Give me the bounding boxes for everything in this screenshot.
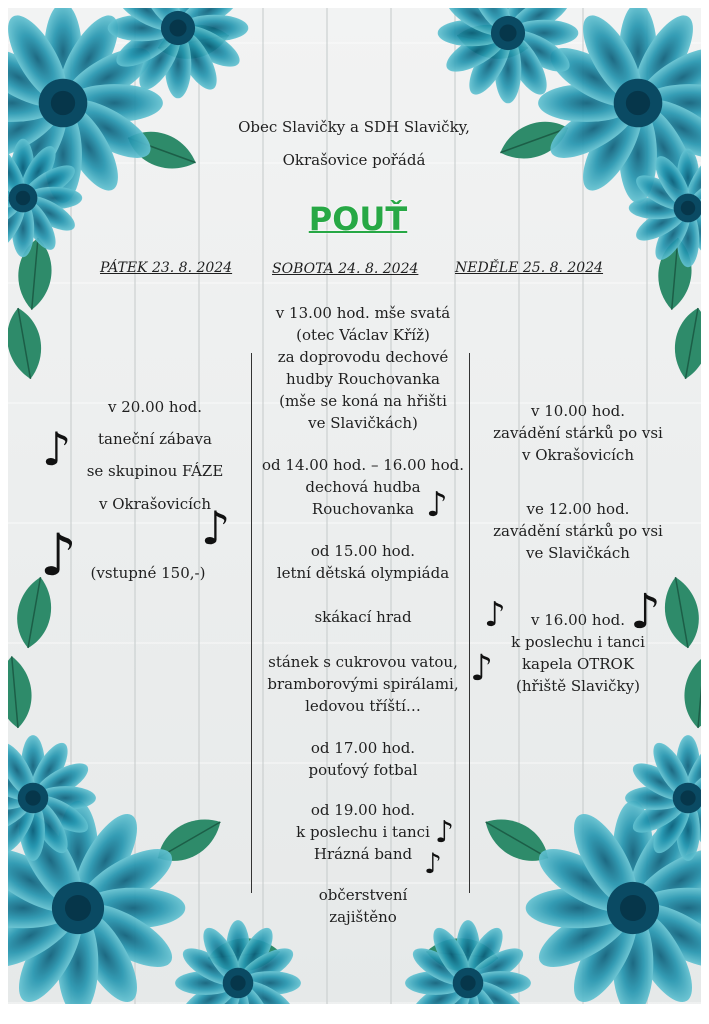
- saturday-line: skákací hrad: [314, 608, 412, 626]
- sunday-line: v 10.00 hod.: [530, 402, 625, 420]
- saturday-line: pouťový fotbal: [308, 761, 418, 779]
- eighth-note-icon: ♪: [470, 648, 493, 689]
- saturday-line: od 17.00 hod.: [310, 739, 416, 757]
- saturday-line: od 19.00 hod.: [310, 801, 416, 819]
- sunday-line: zavádění stárků po vsi: [493, 522, 663, 540]
- column-divider-right: [469, 353, 470, 893]
- sunday-line: k poslechu i tanci: [511, 633, 645, 651]
- friday-line: v Okrašovicích: [98, 495, 211, 513]
- organizer-line-2: Okrašovice pořádá: [282, 151, 426, 169]
- saturday-line: (mše se koná na hřišti: [279, 392, 447, 410]
- flower-icon: [8, 8, 248, 382]
- saturday-line: k poslechu i tanci: [296, 823, 430, 841]
- sunday-line: ve Slavičkách: [526, 544, 630, 562]
- friday-line: v 20.00 hod.: [107, 398, 202, 416]
- friday-line: (vstupné 150,-): [90, 564, 206, 582]
- saturday-line: Rouchovanka: [311, 500, 415, 518]
- saturday-line: (otec Václav Kříž): [296, 326, 430, 344]
- sunday-line: kapela OTROK: [521, 655, 635, 673]
- saturday-line: letní dětská olympiáda: [276, 564, 450, 582]
- sunday-line: (hřiště Slavičky): [516, 677, 640, 695]
- saturday-line: od 14.00 hod. – 16.00 hod.: [262, 456, 464, 474]
- saturday-line: stánek s cukrovou vatou,: [268, 653, 458, 671]
- saturday-line: ledovou tříští…: [305, 697, 421, 715]
- friday-line: se skupinou FÁZE: [86, 462, 224, 480]
- flower-icon: [8, 574, 301, 1004]
- eighth-note-icon: ♪: [630, 584, 661, 640]
- organizer-line: Obec Slavičky a SDH Slavičky,: [238, 118, 470, 136]
- saturday-line: hudby Rouchovanka: [286, 370, 440, 388]
- sunday-line: zavádění stárků po vsi: [493, 424, 663, 442]
- page-title: POUŤ: [308, 200, 408, 238]
- eighth-note-icon: ♪: [424, 847, 442, 880]
- heading-sunday: NEDĚLE 25. 8. 2024: [455, 260, 604, 276]
- eighth-note-icon: ♪: [484, 595, 506, 635]
- saturday-line: v 13.00 hod. mše svatá: [275, 304, 451, 322]
- heading-friday: PÁTEK 23. 8. 2024: [100, 260, 233, 276]
- sunday-line: v 16.00 hod.: [530, 611, 625, 629]
- sunday-line: ve 12.00 hod.: [526, 500, 630, 518]
- flower-icon: [438, 8, 701, 382]
- eighth-note-icon: ♪: [435, 815, 455, 850]
- eighth-note-icon: ♪: [42, 422, 72, 476]
- saturday-line: dechová hudba: [305, 478, 421, 496]
- column-divider-left: [251, 353, 252, 893]
- eighth-note-icon: ♪: [426, 485, 448, 525]
- saturday-line: od 15.00 hod.: [310, 542, 416, 560]
- saturday-line: zajištěno: [329, 908, 397, 926]
- saturday-line: Hrázná band: [313, 845, 413, 863]
- eighth-note-icon: ♪: [201, 501, 231, 555]
- eighth-note-icon: ♪: [40, 521, 78, 589]
- friday-line: taneční zábava: [98, 430, 212, 448]
- sunday-line: v Okrašovicích: [521, 446, 634, 464]
- saturday-line: ve Slavičkách): [308, 414, 418, 432]
- saturday-line: bramborovými spirálami,: [267, 675, 459, 693]
- saturday-line: za doprovodu dechové: [277, 348, 449, 366]
- heading-saturday: SOBOTA 24. 8. 2024: [272, 261, 419, 277]
- saturday-line: občerstvení: [318, 886, 408, 904]
- poster: [8, 8, 701, 1004]
